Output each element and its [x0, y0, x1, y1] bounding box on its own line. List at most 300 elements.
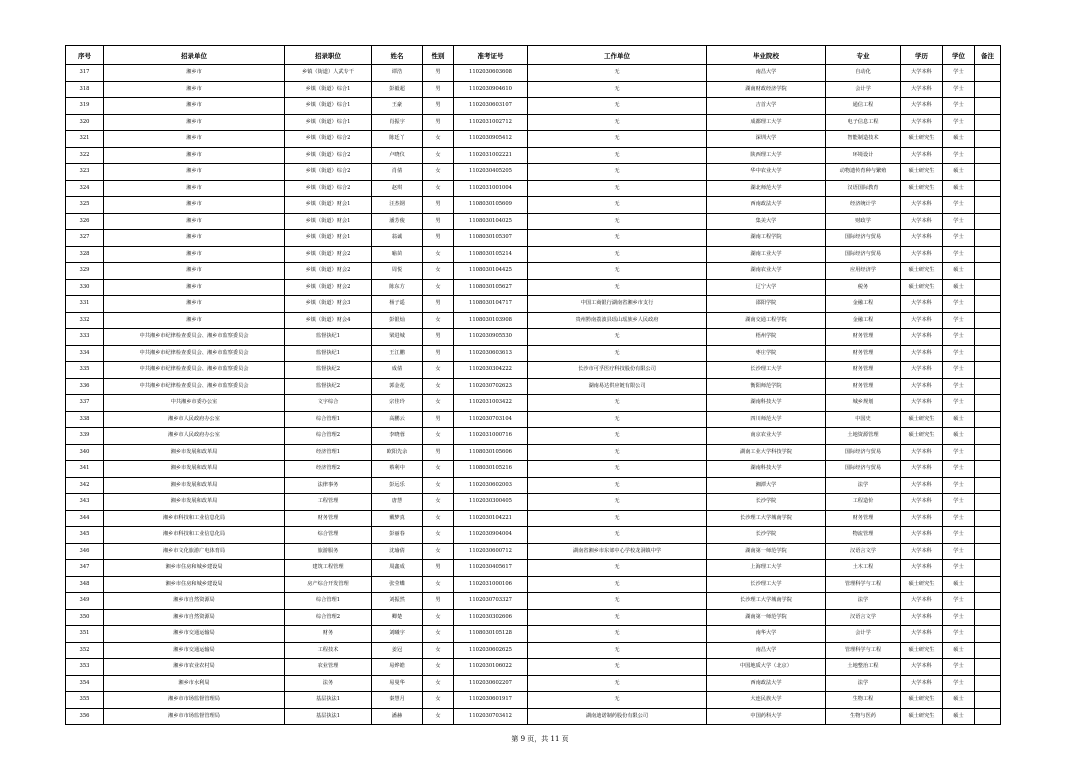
- cell-gender: 女: [423, 543, 454, 560]
- cell-unit: 中共湘乡市纪律检查委员会、湘乡市监察委员会: [104, 362, 285, 379]
- cell-degree: 学士: [943, 461, 975, 478]
- cell-remarks: [975, 98, 1001, 115]
- table-row: [66, 230, 1001, 247]
- cell-remarks: [975, 560, 1001, 577]
- cell-degree: 硕士: [943, 576, 975, 593]
- cell-unit: 湘乡市: [104, 263, 285, 280]
- cell-degree: 学士: [943, 362, 975, 379]
- cell-gender: 男: [423, 230, 454, 247]
- cell-exam-id: 1108030103908: [454, 312, 528, 329]
- cell-name: 彭银灿: [372, 312, 423, 329]
- cell-remarks: [975, 345, 1001, 362]
- cell-exam-id: 1102030904610: [454, 81, 528, 98]
- header-gender: 性别: [423, 46, 454, 65]
- cell-major: 法学: [826, 675, 901, 692]
- cell-position: 乡镇（街道）综合1: [285, 114, 372, 131]
- cell-position: 监督执纪2: [285, 362, 372, 379]
- cell-employer: 无: [528, 213, 707, 230]
- cell-degree: 学士: [943, 312, 975, 329]
- cell-gender: 女: [423, 428, 454, 445]
- cell-unit: 湘乡市: [104, 81, 285, 98]
- cell-unit: 湘乡市: [104, 65, 285, 82]
- table-row: [66, 609, 1001, 626]
- cell-gender: 女: [423, 263, 454, 280]
- cell-unit: 湘乡市: [104, 164, 285, 181]
- cell-exam-id: 1102030302606: [454, 609, 528, 626]
- cell-unit: 湘乡市人民政府办公室: [104, 428, 285, 445]
- header-school: 毕业院校: [707, 46, 826, 65]
- cell-major: 财务管理: [826, 510, 901, 527]
- cell-gender: 女: [423, 510, 454, 527]
- table-row: [66, 65, 1001, 82]
- cell-unit: 湘乡市: [104, 180, 285, 197]
- cell-position: 乡镇（街道）人武专干: [285, 65, 372, 82]
- cell-employer: 湖南迪诺制药股份有限公司: [528, 708, 707, 725]
- cell-name: 王豪: [372, 98, 423, 115]
- cell-unit: 湘乡市科技和工业信息化局: [104, 527, 285, 544]
- cell-education: 大学本科: [901, 378, 943, 395]
- cell-unit: 湘乡市住房和城乡建设局: [104, 576, 285, 593]
- cell-index: 329: [66, 263, 104, 280]
- cell-degree: 学士: [943, 197, 975, 214]
- cell-remarks: [975, 131, 1001, 148]
- cell-remarks: [975, 428, 1001, 445]
- cell-school: 南京农业大学: [707, 428, 826, 445]
- cell-school: 长沙学院: [707, 494, 826, 511]
- cell-employer: 无: [528, 642, 707, 659]
- cell-gender: 男: [423, 345, 454, 362]
- cell-major: 动物遗传育种与繁殖: [826, 164, 901, 181]
- cell-remarks: [975, 461, 1001, 478]
- cell-remarks: [975, 692, 1001, 709]
- cell-position: 乡镇（街道）综合1: [285, 98, 372, 115]
- table-row: [66, 395, 1001, 412]
- cell-position: 综合管理1: [285, 593, 372, 610]
- cell-major: 法学: [826, 593, 901, 610]
- cell-school: 西南政法大学: [707, 197, 826, 214]
- cell-degree: 学士: [943, 98, 975, 115]
- cell-unit: 湘乡市市场监督管理局: [104, 708, 285, 725]
- cell-major: 国际经济与贸易: [826, 444, 901, 461]
- cell-major: 财务管理: [826, 362, 901, 379]
- cell-position: 乡镇（街道）综合2: [285, 147, 372, 164]
- cell-exam-id: 1102030601917: [454, 692, 528, 709]
- cell-remarks: [975, 180, 1001, 197]
- cell-gender: 男: [423, 329, 454, 346]
- cell-position: 旅游服务: [285, 543, 372, 560]
- cell-position: 监督执纪1: [285, 345, 372, 362]
- cell-employer: 无: [528, 345, 707, 362]
- cell-remarks: [975, 510, 1001, 527]
- table-row: [66, 296, 1001, 313]
- table-row: [66, 312, 1001, 329]
- cell-unit: 湘乡市人民政府办公室: [104, 411, 285, 428]
- cell-index: 345: [66, 527, 104, 544]
- cell-unit: 湘乡市: [104, 98, 285, 115]
- table-row: [66, 543, 1001, 560]
- cell-exam-id: 1102030603613: [454, 345, 528, 362]
- cell-index: 354: [66, 675, 104, 692]
- cell-position: 经济管理1: [285, 444, 372, 461]
- cell-unit: 湘乡市: [104, 114, 285, 131]
- cell-name: 肖倩: [372, 164, 423, 181]
- cell-major: 生物与医药: [826, 708, 901, 725]
- cell-degree: 学士: [943, 609, 975, 626]
- cell-remarks: [975, 494, 1001, 511]
- cell-exam-id: 1102031002712: [454, 114, 528, 131]
- cell-position: 文字综合: [285, 395, 372, 412]
- cell-remarks: [975, 329, 1001, 346]
- cell-education: 大学本科: [901, 543, 943, 560]
- cell-position: 乡镇（街道）财会2: [285, 279, 372, 296]
- cell-major: 管理科学与工程: [826, 576, 901, 593]
- cell-gender: 男: [423, 444, 454, 461]
- cell-name: 唐慧: [372, 494, 423, 511]
- cell-school: 南昌大学: [707, 65, 826, 82]
- cell-remarks: [975, 362, 1001, 379]
- cell-education: 硕士研究生: [901, 692, 943, 709]
- cell-name: 肖振宇: [372, 114, 423, 131]
- cell-major: 通信工程: [826, 98, 901, 115]
- cell-education: 大学本科: [901, 197, 943, 214]
- cell-major: 经济统计学: [826, 197, 901, 214]
- cell-name: 汪杰钢: [372, 197, 423, 214]
- cell-degree: 学士: [943, 560, 975, 577]
- cell-unit: 湘乡市: [104, 213, 285, 230]
- cell-gender: 男: [423, 98, 454, 115]
- cell-employer: 无: [528, 81, 707, 98]
- cell-school: 湖南交通工程学院: [707, 312, 826, 329]
- cell-gender: 女: [423, 609, 454, 626]
- cell-position: 基层执法1: [285, 692, 372, 709]
- cell-unit: 湘乡市发展和改革局: [104, 444, 285, 461]
- cell-name: 高鹏云: [372, 411, 423, 428]
- cell-exam-id: 1108030105128: [454, 626, 528, 643]
- cell-major: 法学: [826, 477, 901, 494]
- cell-employer: 无: [528, 576, 707, 593]
- cell-name: 宗佳玲: [372, 395, 423, 412]
- table-row: [66, 461, 1001, 478]
- cell-school: 邵阳学院: [707, 296, 826, 313]
- table-row: [66, 477, 1001, 494]
- cell-remarks: [975, 230, 1001, 247]
- cell-position: 房产综合开发管理: [285, 576, 372, 593]
- cell-position: 乡镇（街道）财会3: [285, 296, 372, 313]
- cell-employer: 无: [528, 593, 707, 610]
- cell-school: 湖南科技大学: [707, 395, 826, 412]
- cell-remarks: [975, 527, 1001, 544]
- cell-position: 财务管理: [285, 510, 372, 527]
- cell-major: 环境设计: [826, 147, 901, 164]
- cell-exam-id: 1102030106022: [454, 659, 528, 676]
- cell-gender: 女: [423, 659, 454, 676]
- cell-index: 328: [66, 246, 104, 263]
- cell-degree: 学士: [943, 345, 975, 362]
- cell-education: 大学本科: [901, 147, 943, 164]
- cell-unit: 湘乡市: [104, 279, 285, 296]
- cell-position: 监督执纪2: [285, 378, 372, 395]
- cell-name: 潘赫: [372, 708, 423, 725]
- cell-index: 340: [66, 444, 104, 461]
- cell-major: 国际经济与贸易: [826, 246, 901, 263]
- cell-gender: 男: [423, 65, 454, 82]
- cell-exam-id: 1102030603608: [454, 65, 528, 82]
- cell-school: 湖南工业大学科技学院: [707, 444, 826, 461]
- cell-employer: 无: [528, 560, 707, 577]
- cell-position: 监督执纪1: [285, 329, 372, 346]
- cell-gender: 女: [423, 494, 454, 511]
- cell-exam-id: 1102031003422: [454, 395, 528, 412]
- cell-unit: 中共湘乡市纪律检查委员会、湘乡市监察委员会: [104, 345, 285, 362]
- cell-remarks: [975, 312, 1001, 329]
- cell-major: 会计学: [826, 626, 901, 643]
- cell-major: 汉语言文学: [826, 609, 901, 626]
- cell-education: 大学本科: [901, 593, 943, 610]
- cell-index: 342: [66, 477, 104, 494]
- cell-major: 会计学: [826, 81, 901, 98]
- cell-education: 大学本科: [901, 312, 943, 329]
- cell-education: 大学本科: [901, 246, 943, 263]
- table-row: [66, 279, 1001, 296]
- cell-employer: 无: [528, 197, 707, 214]
- cell-major: 国际经济与贸易: [826, 461, 901, 478]
- cell-degree: 学士: [943, 378, 975, 395]
- cell-name: 彭丽春: [372, 527, 423, 544]
- cell-exam-id: 1102030904004: [454, 527, 528, 544]
- cell-employer: 无: [528, 65, 707, 82]
- cell-degree: 硕士: [943, 180, 975, 197]
- cell-employer: 无: [528, 263, 707, 280]
- cell-gender: 女: [423, 692, 454, 709]
- cell-name: 陈东方: [372, 279, 423, 296]
- cell-exam-id: 1102030405205: [454, 164, 528, 181]
- cell-index: 352: [66, 642, 104, 659]
- cell-major: 财务管理: [826, 329, 901, 346]
- cell-index: 319: [66, 98, 104, 115]
- cell-remarks: [975, 395, 1001, 412]
- table-body: [66, 65, 1001, 725]
- cell-position: 乡镇（街道）财会1: [285, 197, 372, 214]
- cell-position: 建筑工程管理: [285, 560, 372, 577]
- cell-exam-id: 1102031001004: [454, 180, 528, 197]
- cell-position: 乡镇（街道）综合2: [285, 131, 372, 148]
- cell-unit: 中共湘乡市委办公室: [104, 395, 285, 412]
- cell-index: 330: [66, 279, 104, 296]
- table-row: [66, 576, 1001, 593]
- cell-position: 法务: [285, 675, 372, 692]
- cell-degree: 学士: [943, 477, 975, 494]
- cell-education: 大学本科: [901, 81, 943, 98]
- table-row: [66, 213, 1001, 230]
- cell-education: 硕士研究生: [901, 164, 943, 181]
- cell-school: 四川师范大学: [707, 411, 826, 428]
- cell-degree: 硕士: [943, 411, 975, 428]
- cell-employer: 无: [528, 477, 707, 494]
- cell-education: 大学本科: [901, 230, 943, 247]
- table-row: [66, 626, 1001, 643]
- cell-name: 梁进城: [372, 329, 423, 346]
- cell-index: 324: [66, 180, 104, 197]
- cell-exam-id: 1102031000106: [454, 576, 528, 593]
- cell-unit: 湘乡市: [104, 197, 285, 214]
- table-row: [66, 114, 1001, 131]
- table-row: [66, 164, 1001, 181]
- cell-school: 湖南财政经济学院: [707, 81, 826, 98]
- cell-degree: 学士: [943, 444, 975, 461]
- cell-exam-id: 1108030105606: [454, 444, 528, 461]
- cell-index: 338: [66, 411, 104, 428]
- cell-position: 乡镇（街道）综合2: [285, 164, 372, 181]
- cell-name: 喻苗: [372, 246, 423, 263]
- cell-index: 350: [66, 609, 104, 626]
- cell-school: 湘潭大学: [707, 477, 826, 494]
- cell-degree: 硕士: [943, 164, 975, 181]
- cell-unit: 湘乡市发展和改革局: [104, 494, 285, 511]
- cell-gender: 男: [423, 114, 454, 131]
- cell-index: 351: [66, 626, 104, 643]
- cell-employer: 无: [528, 180, 707, 197]
- results-table: [65, 45, 1001, 725]
- cell-school: 长沙理工大学城南学院: [707, 593, 826, 610]
- cell-school: 华中农业大学: [707, 164, 826, 181]
- cell-education: 大学本科: [901, 395, 943, 412]
- table-row: [66, 411, 1001, 428]
- cell-major: 应用经济学: [826, 263, 901, 280]
- cell-gender: 男: [423, 213, 454, 230]
- cell-unit: 湘乡市科技和工业信息化局: [104, 510, 285, 527]
- cell-education: 大学本科: [901, 626, 943, 643]
- cell-gender: 女: [423, 180, 454, 197]
- cell-position: 乡镇（街道）财会2: [285, 246, 372, 263]
- cell-index: 349: [66, 593, 104, 610]
- cell-employer: 无: [528, 131, 707, 148]
- cell-school: 湖南第一师范学院: [707, 543, 826, 560]
- cell-school: 长沙理工大学城南学院: [707, 510, 826, 527]
- cell-education: 硕士研究生: [901, 279, 943, 296]
- cell-education: 大学本科: [901, 659, 943, 676]
- cell-position: 农业管理: [285, 659, 372, 676]
- cell-major: 电子信息工程: [826, 114, 901, 131]
- cell-degree: 学士: [943, 543, 975, 560]
- cell-major: 城乡规划: [826, 395, 901, 412]
- cell-name: 郭金花: [372, 378, 423, 395]
- cell-name: 潘芳俊: [372, 213, 423, 230]
- cell-unit: 湘乡市自然资源局: [104, 593, 285, 610]
- table-header: [66, 46, 1001, 65]
- cell-name: 易曼华: [372, 675, 423, 692]
- cell-employer: 无: [528, 692, 707, 709]
- cell-name: 彭远乐: [372, 477, 423, 494]
- cell-gender: 男: [423, 81, 454, 98]
- cell-employer: 湖南省湘乡市东郊中心学校龙洞镇中学: [528, 543, 707, 560]
- table-row: [66, 329, 1001, 346]
- cell-unit: 湘乡市发展和改革局: [104, 477, 285, 494]
- cell-unit: 湘乡市自然资源局: [104, 609, 285, 626]
- cell-degree: 硕士: [943, 263, 975, 280]
- cell-major: 财政学: [826, 213, 901, 230]
- cell-gender: 女: [423, 395, 454, 412]
- cell-school: 深圳大学: [707, 131, 826, 148]
- cell-name: 周悦: [372, 263, 423, 280]
- cell-gender: 男: [423, 560, 454, 577]
- cell-gender: 女: [423, 362, 454, 379]
- cell-exam-id: 1102030703412: [454, 708, 528, 725]
- cell-position: 乡镇（街道）财会1: [285, 230, 372, 247]
- cell-education: 大学本科: [901, 477, 943, 494]
- cell-school: 长沙理工大学: [707, 362, 826, 379]
- cell-position: 乡镇（街道）财会1: [285, 213, 372, 230]
- cell-name: 秦慧月: [372, 692, 423, 709]
- cell-education: 大学本科: [901, 98, 943, 115]
- cell-index: 323: [66, 164, 104, 181]
- cell-major: 生物工程: [826, 692, 901, 709]
- cell-degree: 学士: [943, 114, 975, 131]
- cell-gender: 女: [423, 246, 454, 263]
- cell-employer: 无: [528, 147, 707, 164]
- cell-index: 348: [66, 576, 104, 593]
- cell-index: 321: [66, 131, 104, 148]
- table-row: [66, 263, 1001, 280]
- cell-degree: 硕士: [943, 428, 975, 445]
- cell-employer: 无: [528, 98, 707, 115]
- cell-index: 317: [66, 65, 104, 82]
- cell-school: 湖南第一师范学院: [707, 609, 826, 626]
- cell-unit: 湘乡市: [104, 230, 285, 247]
- cell-education: 硕士研究生: [901, 131, 943, 148]
- cell-name: 李晓蓉: [372, 428, 423, 445]
- cell-remarks: [975, 296, 1001, 313]
- cell-name: 姜冠: [372, 642, 423, 659]
- header-position: 招录职位: [285, 46, 372, 65]
- cell-school: 上海理工大学: [707, 560, 826, 577]
- cell-index: 320: [66, 114, 104, 131]
- cell-name: 翁诚: [372, 230, 423, 247]
- cell-employer: 无: [528, 461, 707, 478]
- cell-employer: 无: [528, 164, 707, 181]
- cell-employer: 无: [528, 428, 707, 445]
- cell-position: 综合管理2: [285, 609, 372, 626]
- cell-exam-id: 1102031000716: [454, 428, 528, 445]
- cell-name: 卿楚: [372, 609, 423, 626]
- cell-education: 大学本科: [901, 510, 943, 527]
- cell-unit: 湘乡市交通运输局: [104, 626, 285, 643]
- table-row: [66, 81, 1001, 98]
- cell-exam-id: 1102030602625: [454, 642, 528, 659]
- cell-major: 土地资源管理: [826, 428, 901, 445]
- cell-remarks: [975, 81, 1001, 98]
- cell-index: 327: [66, 230, 104, 247]
- cell-degree: 学士: [943, 65, 975, 82]
- cell-index: 343: [66, 494, 104, 511]
- table-row: [66, 510, 1001, 527]
- cell-unit: 湘乡市住房和城乡建设局: [104, 560, 285, 577]
- cell-school: 长沙学院: [707, 527, 826, 544]
- cell-index: 331: [66, 296, 104, 313]
- cell-employer: 无: [528, 230, 707, 247]
- cell-major: 智能制造技术: [826, 131, 901, 148]
- cell-gender: 女: [423, 708, 454, 725]
- cell-name: 刘曦宇: [372, 626, 423, 643]
- cell-exam-id: 1102030300405: [454, 494, 528, 511]
- cell-remarks: [975, 147, 1001, 164]
- cell-unit: 中共湘乡市纪律检查委员会、湘乡市监察委员会: [104, 329, 285, 346]
- cell-gender: 女: [423, 461, 454, 478]
- table-row: [66, 527, 1001, 544]
- cell-education: 硕士研究生: [901, 428, 943, 445]
- cell-unit: 湘乡市: [104, 296, 285, 313]
- cell-education: 大学本科: [901, 362, 943, 379]
- cell-major: 税务: [826, 279, 901, 296]
